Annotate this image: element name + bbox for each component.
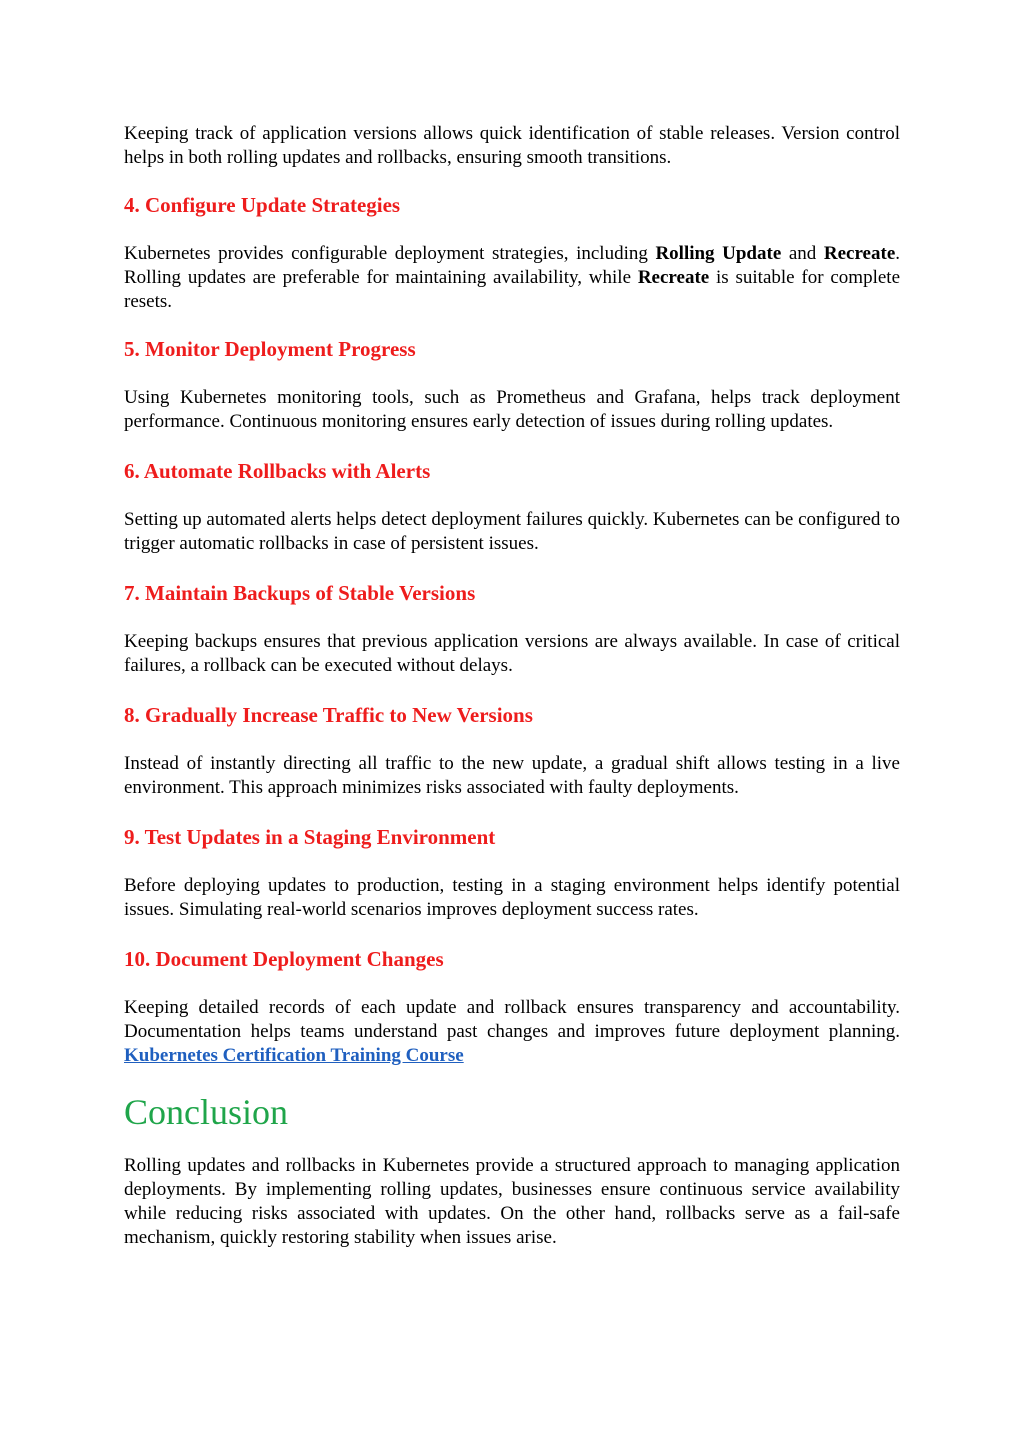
intro-paragraph: Keeping track of application versions allows quick identification of stable releases. Version control helps in both rolling updates and rollbacks, ensuring smooth transitions. [124, 123, 900, 168]
section-7-heading: 7. Maintain Backups of Stable Versions [124, 581, 476, 605]
s4-bold-rolling-update: Rolling Update [655, 243, 782, 264]
section-8-paragraph: Instead of instantly directing all traffic to the new update, a gradual shift allows testing in a live environment. This approach minimizes risks associated with faulty deployments. [124, 753, 900, 798]
section-6-heading: 6. Automate Rollbacks with Alerts [124, 459, 431, 483]
section-10-heading: 10. Document Deployment Changes [124, 947, 444, 971]
kubernetes-course-link[interactable]: Kubernetes Certification Training Course [124, 1045, 464, 1066]
conclusion-paragraph: Rolling updates and rollbacks in Kubernetes provide a structured approach to managing application deployments. By implementing rolling updates, businesses ensure continuous service availability while reducing risks associated with updates. On the other hand, rollbacks serve as a fail-safe mechanism, quickly restoring stability when issues arise. [124, 1155, 900, 1248]
s4-text-1: Kubernetes provides configurable deployment strategies, including [124, 243, 656, 264]
section-9-paragraph: Before deploying updates to production, testing in a staging environment helps identify potential issues. Simulating real-world scenarios improves deployment success rates. [124, 875, 900, 920]
conclusion-heading: Conclusion [124, 1092, 289, 1132]
s4-bold-recreate-1: Recreate [823, 243, 896, 264]
section-9-heading: 9. Test Updates in a Staging Environment [124, 825, 496, 849]
section-7-paragraph: Keeping backups ensures that previous application versions are always available. In case of critical failures, a rollback can be executed without delays. [124, 631, 900, 676]
section-5-paragraph: Using Kubernetes monitoring tools, such as Prometheus and Grafana, helps track deployment performance. Continuous monitoring ensures early detection of issues during rolling updates. [124, 387, 900, 432]
document-page [124, 122, 900, 1250]
section-6-paragraph: Setting up automated alerts helps detect deployment failures quickly. Kubernetes can be configured to trigger automatic rollbacks in case of persistent issues. [124, 509, 900, 554]
section-8-heading: 8. Gradually Increase Traffic to New Versions [124, 703, 533, 727]
s10-text: Keeping detailed records of each update and rollback ensures transparency and accountability. Documentation helps teams understand past changes and improves future deployment planning. [124, 997, 900, 1042]
section-10-paragraph [124, 996, 900, 1068]
s4-bold-recreate-2: Recreate [637, 267, 710, 288]
section-4-paragraph [124, 242, 900, 314]
s4-text-2: and [781, 243, 824, 264]
section-4-heading: 4. Configure Update Strategies [124, 193, 401, 217]
section-5-heading: 5. Monitor Deployment Progress [124, 337, 416, 361]
s4-text-4: is suitable for complete resets. [124, 267, 900, 312]
s4-text-3: . Rolling updates are preferable for maintaining availability, while [124, 243, 900, 288]
